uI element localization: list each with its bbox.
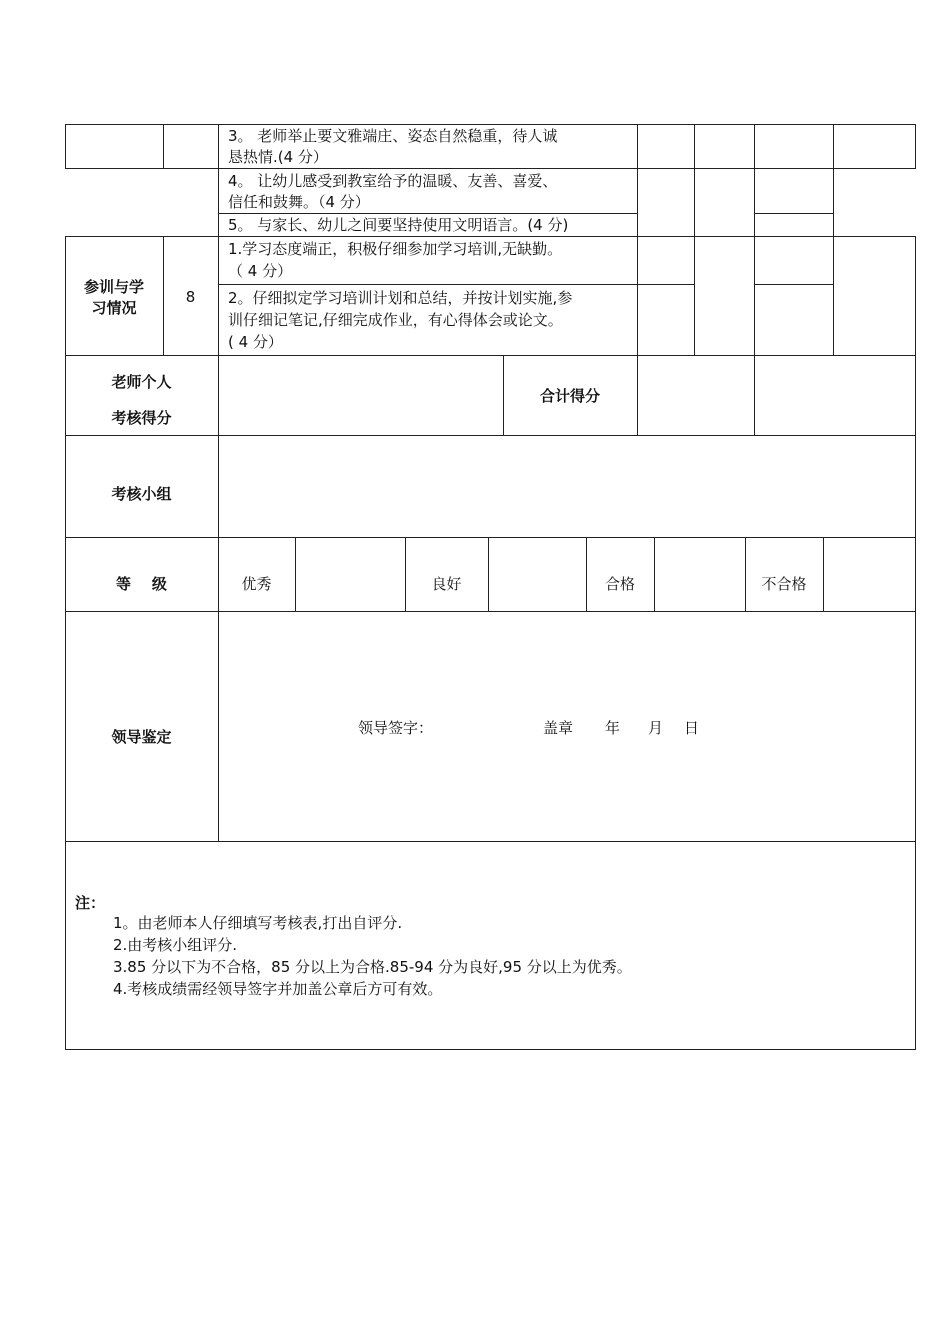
study-criterion-2-line2: 训仔细记笔记,仔细完成作业，有心得体会或论文。 [228, 311, 563, 329]
study-category-line2: 习情况 [91, 299, 137, 317]
criterion-5: 5。 与家长、幼儿之间要坚持使用文明语言。(4 分) [228, 216, 569, 234]
grade-excellent-checkbox[interactable] [296, 538, 405, 611]
notes-title: 注： [75, 894, 106, 912]
personal-score-label-line1: 老师个人 [111, 373, 172, 391]
day-label: 日 [684, 719, 700, 737]
study-criterion-2-line1: 2。仔细拟定学习培训计划和总结，并按计划实施,参 [228, 289, 573, 307]
table-rule [755, 284, 834, 285]
grade-option-good: 良好 [431, 575, 462, 593]
grade-fail-checkbox[interactable] [824, 538, 915, 611]
table-rule [754, 124, 755, 436]
leader-evaluation-label: 领导鉴定 [111, 728, 172, 746]
criterion-4-line2: 信任和鼓舞。（4 分） [228, 193, 370, 211]
table-rule [694, 124, 695, 356]
grade-label: 等 级 [116, 575, 167, 593]
table-rule [218, 284, 694, 285]
study-category-line1: 参训与学 [83, 278, 144, 296]
total-score-field[interactable] [638, 356, 754, 435]
review-group-label: 考核小组 [111, 485, 172, 503]
grade-option-excellent: 优秀 [241, 575, 272, 593]
study-criterion-1-line2: （ 4 分） [228, 262, 293, 280]
criterion-4-line1: 4。 让幼儿感受到教室给予的温暖、友善、喜爱、 [228, 172, 558, 190]
grade-pass-checkbox[interactable] [655, 538, 745, 611]
note-item: 2.由考核小组评分. [113, 936, 238, 954]
personal-score-field[interactable] [219, 356, 503, 435]
table-rule [65, 124, 66, 169]
table-rule [65, 236, 916, 237]
personal-score-label-line2: 考核得分 [111, 409, 172, 427]
study-points: 8 [185, 288, 196, 306]
table-rule [915, 124, 916, 169]
table-rule [65, 1049, 916, 1050]
study-criterion-2-line3: ( 4 分） [228, 333, 283, 351]
table-rule [65, 611, 916, 612]
total-score-label: 合计得分 [539, 387, 600, 405]
table-rule [65, 124, 916, 125]
seal-label: 盖章 [543, 719, 574, 737]
grade-good-checkbox[interactable] [489, 538, 586, 611]
table-rule [65, 236, 66, 1050]
note-item: 1。由老师本人仔细填写考核表,打出自评分. [113, 914, 403, 932]
table-rule [65, 168, 916, 169]
review-group-field[interactable] [219, 436, 915, 537]
table-rule [218, 213, 638, 214]
table-rule [915, 236, 916, 1050]
month-label: 月 [648, 719, 664, 737]
grade-option-fail: 不合格 [761, 575, 807, 593]
criterion-3-line2: 恳热情.(4 分） [228, 148, 328, 166]
table-rule [833, 124, 834, 356]
table-rule [163, 124, 164, 169]
table-rule [65, 841, 916, 842]
criterion-3-line1: 3。 老师举止要文雅端庄、姿态自然稳重，待人诚 [228, 127, 558, 145]
leader-signature-label: 领导签字： [358, 719, 434, 737]
table-rule [755, 213, 834, 214]
note-item: 3.85 分以下为不合格，85 分以上为合格.85-94 分为良好,95 分以上为优秀。 [113, 958, 632, 976]
grade-option-pass: 合格 [604, 575, 635, 593]
note-item: 4.考核成绩需经领导签字并加盖公章后方可有效。 [113, 980, 443, 998]
year-label: 年 [605, 719, 621, 737]
study-criterion-1-line1: 1.学习态度端正，积极仔细参加学习培训,无缺勤。 [228, 240, 563, 258]
